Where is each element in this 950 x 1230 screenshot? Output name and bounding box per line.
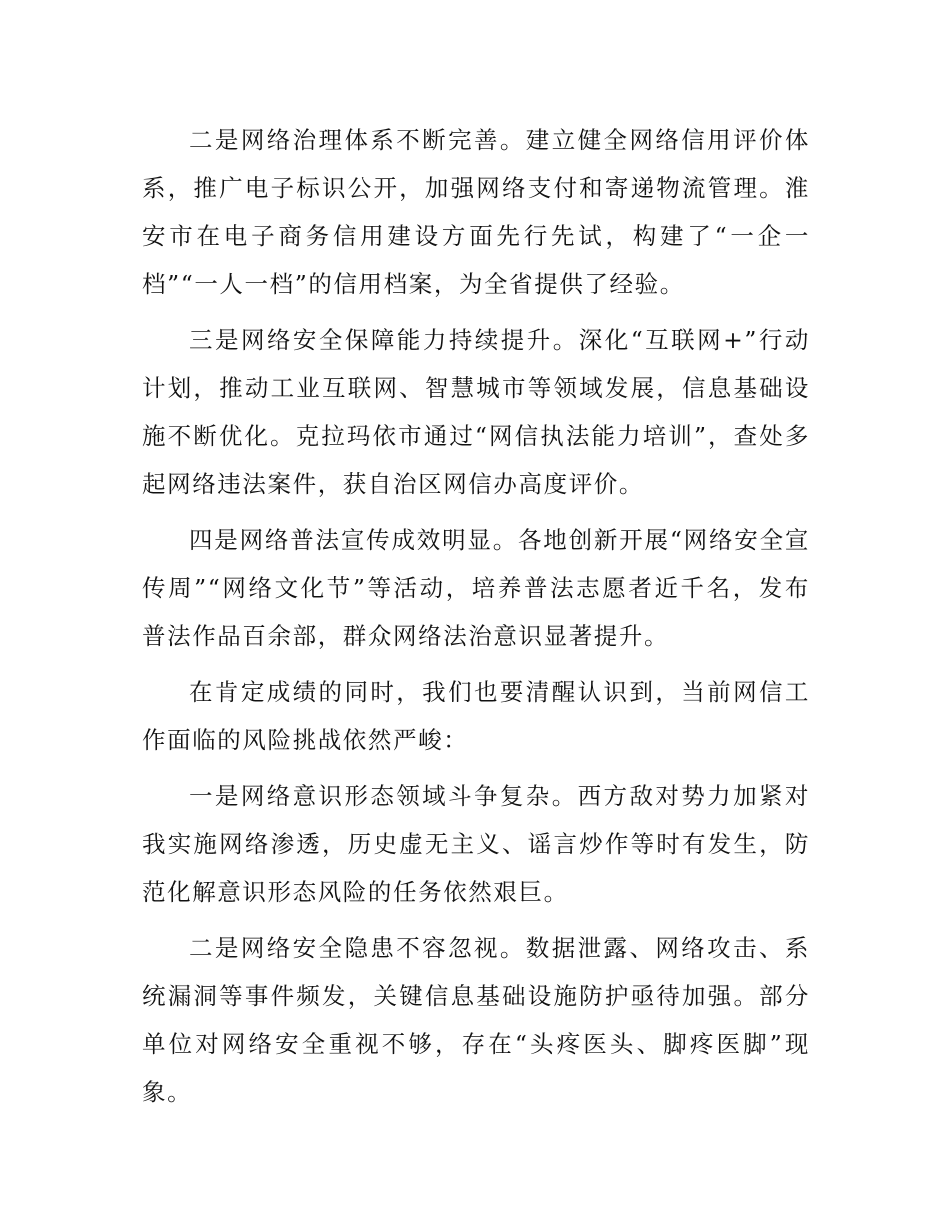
document-body	[142, 116, 810, 1124]
paragraph-ideology-risk: 一是网络意识形态领域斗争复杂。西方敌对势力加紧对我实施网络渗透，历史虚无主义、谣言炒作等时有发生，防范化解意识形态风险的任务依然艰巨。	[142, 782, 810, 906]
paragraph-security-capability: 三是网络安全保障能力持续提升。深化“互联网+”行动计划，推动工业互联网、智慧城市等领域发展，信息基础设施不断优化。克拉玛依市通过“网信执法能力培训”，查处多起网络违法案件，获自治区网信办高度评价。	[142, 326, 810, 498]
paragraph-governance: 二是网络治理体系不断完善。建立健全网络信用评价体系，推广电子标识公开，加强网络支付和寄递物流管理。淮安市在电子商务信用建设方面先行先试，构建了“一企一档”“一人一档”的信用档案，为全省提供了经验。	[142, 126, 810, 298]
paragraph-security-risk: 二是网络安全隐患不容忽视。数据泄露、网络攻击、系统漏洞等事件频发，关键信息基础设施防护亟待加强。部分单位对网络安全重视不够，存在“头疼医头、脚疼医脚”现象。	[142, 934, 810, 1106]
paragraph-legal-publicity: 四是网络普法宣传成效明显。各地创新开展“网络安全宣传周”“网络文化节”等活动，培养普法志愿者近千名，发布普法作品百余部，群众网络法治意识显著提升。	[142, 526, 810, 650]
paragraph-risk-intro: 在肯定成绩的同时，我们也要清醒认识到，当前网信工作面临的风险挑战依然严峻：	[142, 678, 810, 754]
